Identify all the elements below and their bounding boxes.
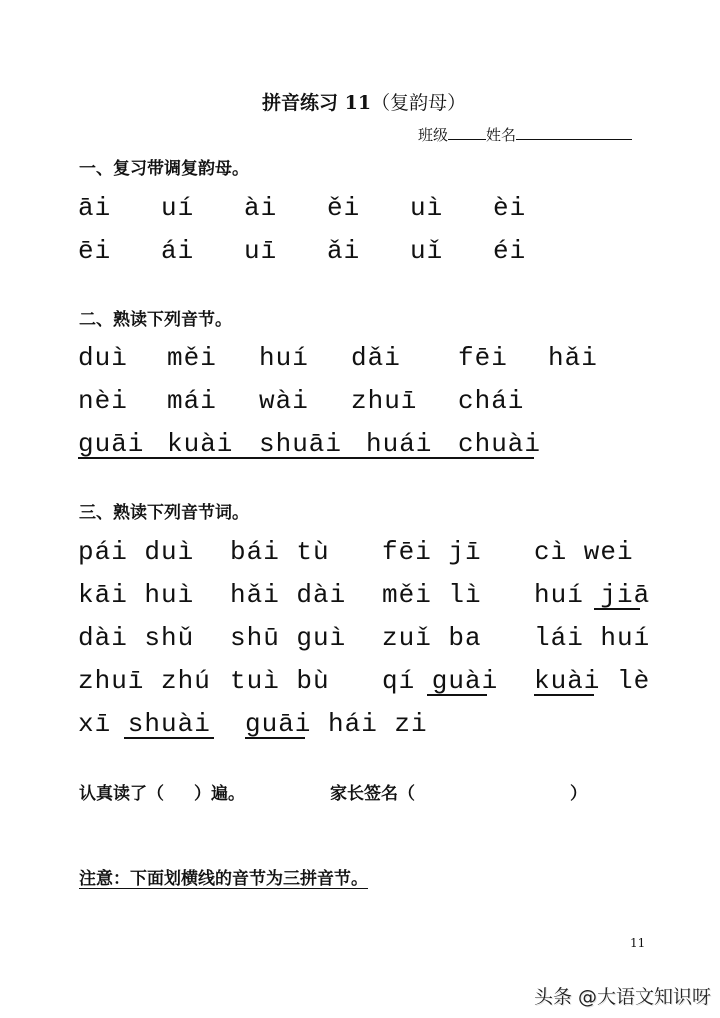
page-title <box>262 88 466 115</box>
s1-row2-c5: uǐ <box>410 236 444 266</box>
s2-row3-c5: chuài <box>458 429 542 459</box>
underline-jia <box>594 608 640 610</box>
s3-row1-c1: pái duì <box>78 537 195 567</box>
s3-row4-c2: tuì bù <box>230 666 330 696</box>
s2-row1-c4: dǎi <box>351 343 401 373</box>
s2-row3-c3: shuāi <box>259 429 343 459</box>
s3-row4-c1: zhuī zhú <box>78 666 211 696</box>
underline-kuai <box>534 694 594 696</box>
s2-row1-c3: huí <box>259 343 309 373</box>
section3-heading: 三、熟读下列音节词。 <box>79 503 249 523</box>
s3-row2-c4: huí jiā <box>534 580 651 610</box>
s3-row3-c4: lái huí <box>534 623 651 653</box>
s1-row2-c4: ǎi <box>327 236 361 266</box>
s2-row3-c2: kuài <box>167 429 234 459</box>
s3-row1-c3: fēi jī <box>382 537 482 567</box>
s2-row1-c5: fēi <box>458 343 508 373</box>
s1-row2-c3: uī <box>244 236 278 266</box>
watermark: 头条 @大语文知识呀 <box>534 986 712 1008</box>
s3-row3-c3: zuǐ ba <box>382 623 482 653</box>
s2-row2-c4: zhuī <box>351 386 418 416</box>
s3-row4-c3: qí guài <box>382 666 499 696</box>
s1-row1-c3: ài <box>244 193 278 223</box>
s2-row3-c4: huái <box>366 429 433 459</box>
s3-row3-c2: shū guì <box>230 623 347 653</box>
underline-shuai <box>124 737 214 739</box>
s2-row1-c1: duì <box>78 343 128 373</box>
s3-row2-c3: měi lì <box>382 580 482 610</box>
note-text: 注意：下面划横线的音节为三拼音节。 <box>79 869 368 889</box>
parent-signature-close: ） <box>570 784 587 804</box>
s2-row1-c2: měi <box>167 343 217 373</box>
class-blank[interactable] <box>448 125 486 140</box>
triphthong-underline <box>78 457 534 459</box>
underline-guai <box>427 694 487 696</box>
read-count-line <box>79 779 245 804</box>
read-count-label: 认真读了（ <box>79 784 164 804</box>
section1-heading: 一、复习带调复韵母。 <box>79 159 249 179</box>
parent-signature-label: 家长签名（ <box>330 784 415 804</box>
s1-row2-c6: éi <box>493 236 527 266</box>
section2-heading: 二、熟读下列音节。 <box>79 310 232 330</box>
s2-row3-c1: guāi <box>78 429 145 459</box>
s3-row5-c1: xī shuài <box>78 709 211 739</box>
title-main: 拼音练习 11 <box>262 92 372 114</box>
page-number: 11 <box>630 936 646 950</box>
name-blank[interactable] <box>516 125 632 140</box>
class-label: 班级 <box>418 126 449 144</box>
s2-row2-c5: chái <box>458 386 525 416</box>
s3-row3-c1: dài shǔ <box>78 623 195 653</box>
s1-row1-c5: uì <box>410 193 444 223</box>
parent-signature-line <box>330 779 587 804</box>
read-count-suffix: ）遍。 <box>194 784 245 804</box>
s2-row2-c3: wài <box>259 386 309 416</box>
s3-row2-c1: kāi huì <box>78 580 195 610</box>
s3-row5-c2: guāi hái zi <box>245 709 428 739</box>
s3-row2-c2: hǎi dài <box>230 580 347 610</box>
s3-row4-c4: kuài lè <box>534 666 651 696</box>
s1-row2-c1: ēi <box>78 236 112 266</box>
s2-row2-c2: mái <box>167 386 217 416</box>
s1-row2-c2: ái <box>161 236 195 266</box>
name-label: 姓名 <box>486 126 517 144</box>
s1-row1-c6: èi <box>493 193 527 223</box>
s2-row2-c1: nèi <box>78 386 128 416</box>
s3-row1-c2: bái tù <box>230 537 330 567</box>
s1-row1-c4: ěi <box>327 193 361 223</box>
underline-guai2 <box>245 737 305 739</box>
s1-row1-c1: āi <box>78 193 112 223</box>
s2-row1-c6: hǎi <box>548 343 598 373</box>
class-name-line <box>418 124 632 145</box>
title-subtitle: （复韵母） <box>371 92 467 114</box>
s1-row1-c2: uí <box>161 193 195 223</box>
s3-row1-c4: cì wei <box>534 537 634 567</box>
